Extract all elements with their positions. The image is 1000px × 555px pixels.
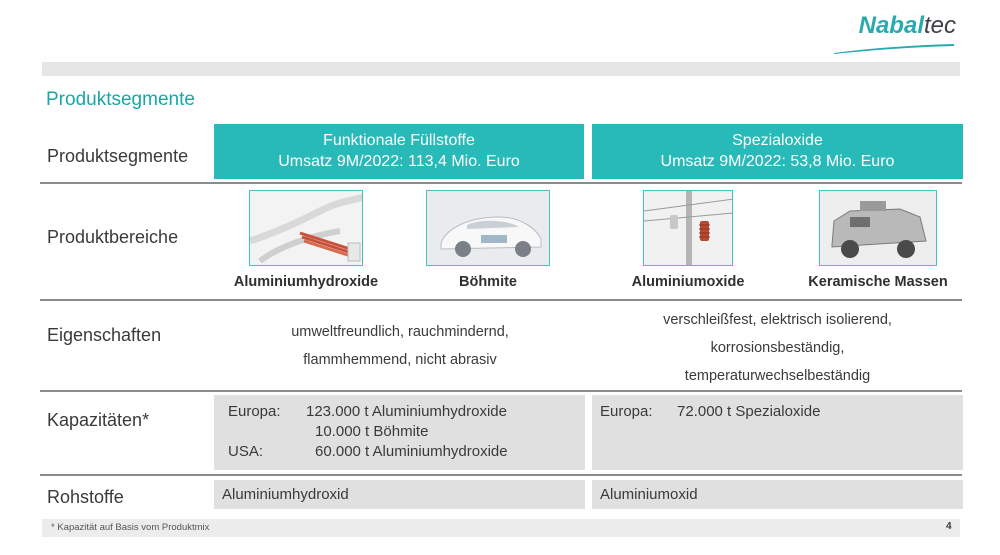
capacity-box-functional-fillers: [214, 395, 585, 470]
capacity-value: 123.000 t Aluminiumhydroxide: [306, 403, 507, 420]
car-image: [426, 190, 550, 266]
product-name: Aluminiumhydroxide: [233, 274, 379, 290]
raw-material-box-special-oxides: [592, 480, 963, 509]
row-divider: [40, 182, 962, 184]
insulator-image: [643, 190, 733, 266]
capacity-region-usa: USA:: [228, 443, 264, 460]
properties-functional-fillers: [214, 318, 586, 374]
footnote: * Kapazität auf Basis vom Produktmix: [51, 522, 210, 533]
row-divider: [40, 474, 962, 476]
properties-special-oxides: [592, 306, 963, 390]
raw-material-value: Aluminiumhydroxid: [222, 486, 349, 503]
segment-header-special-oxides: [592, 124, 963, 179]
row-divider: [40, 390, 962, 392]
product-ceramic-masses: [793, 190, 963, 290]
product-boehmite: [420, 190, 556, 290]
capacity-value: 60.000 t Aluminiumhydroxide: [315, 443, 508, 460]
product-name: Aluminiumoxide: [631, 274, 745, 290]
nabaltec-logo: [832, 8, 956, 52]
logo-text-nabal: Nabal: [858, 12, 924, 39]
property-line: korrosionsbeständig,: [710, 340, 845, 356]
row-label-capacities: Kapazitäten*: [47, 410, 150, 430]
segment-title: Funktionale Füllstoffe: [323, 132, 475, 149]
header-bar: [42, 62, 960, 76]
property-line: flammhemmend, nicht abrasiv: [303, 352, 497, 368]
product-name: Keramische Massen: [808, 274, 948, 290]
row-label-areas: Produktbereiche: [47, 227, 179, 247]
capacity-region-europe: Europa:: [228, 403, 281, 420]
property-line: umweltfreundlich, rauchmindernd,: [291, 324, 509, 340]
segment-header-functional-fillers: [214, 124, 584, 179]
row-label-properties: Eigenschaften: [47, 325, 162, 345]
logo-swoosh-icon: [834, 42, 954, 54]
row-label-segments: Produktsegmente: [47, 146, 189, 166]
product-name: Böhmite: [459, 274, 517, 290]
row-divider: [40, 299, 962, 301]
capacity-region-europe: Europa:: [600, 403, 653, 420]
property-line: verschleißfest, elektrisch isolierend,: [663, 312, 892, 328]
cables-image: [249, 190, 363, 266]
capacity-value: 72.000 t Spezialoxide: [677, 403, 821, 420]
segment-revenue: Umsatz 9M/2022: 113,4 Mio. Euro: [278, 153, 520, 170]
capacity-box-special-oxides: [592, 395, 963, 470]
product-aluminium-oxide: [612, 190, 764, 290]
capacity-value: 10.000 t Böhmite: [315, 423, 429, 440]
logo-text-tec: tec: [923, 12, 956, 39]
property-line: temperaturwechselbeständig: [684, 368, 871, 384]
page-number: 4: [946, 521, 952, 532]
segment-revenue: Umsatz 9M/2022: 53,8 Mio. Euro: [660, 153, 895, 170]
product-aluminium-hydroxide: [214, 190, 398, 290]
segment-title: Spezialoxide: [732, 132, 823, 149]
armored-vehicle-image: [819, 190, 937, 266]
raw-material-box-functional-fillers: [214, 480, 585, 509]
raw-material-value: Aluminiumoxid: [600, 486, 698, 503]
row-label-raw-materials: Rohstoffe: [47, 487, 124, 507]
page-title: Produktsegmente: [46, 89, 195, 110]
